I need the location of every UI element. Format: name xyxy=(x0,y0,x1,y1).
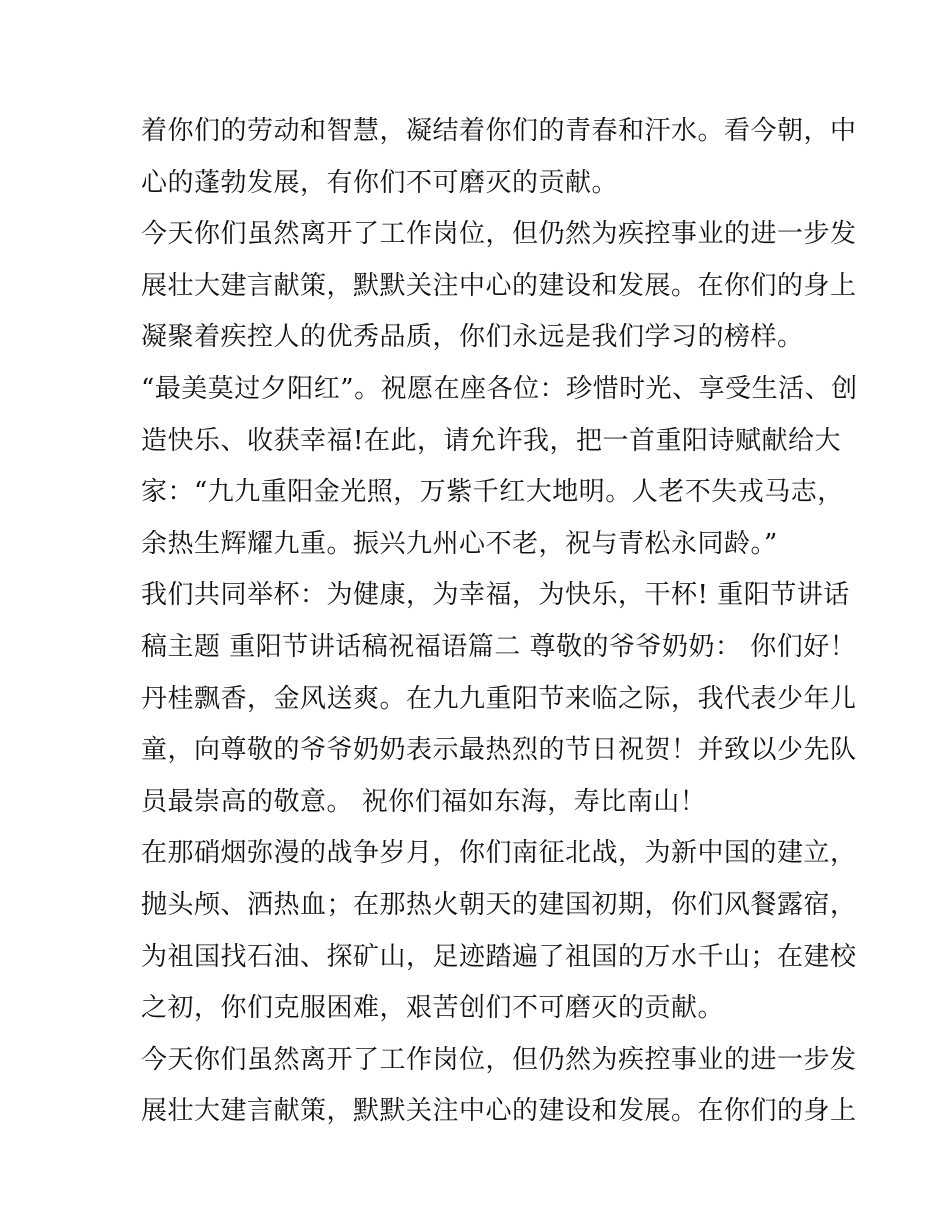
text-line: 着你们的劳动和智慧，凝结着你们的青春和汗水。看今朝，中 xyxy=(141,116,857,146)
text-line: 在那硝烟弥漫的战争岁月，你们南征北战，为新中国的建立， xyxy=(141,838,857,869)
text-line: 今天你们虽然离开了工作岗位，但仍然为疾控事业的进一步发 xyxy=(141,1044,857,1075)
text-line: 员最崇高的敬意。 祝你们福如东海，寿比南山！ xyxy=(141,786,707,817)
text-line: 为祖国找石油、探矿山，足迹踏遍了祖国的万水千山；在建校 xyxy=(141,941,857,972)
body-text xyxy=(141,106,858,1138)
text-line: 抛头颅、洒热血；在那热火朝天的建国初期，你们风餐露宿， xyxy=(141,889,857,920)
text-line: 丹桂飘香，金风送爽。在九九重阳节来临之际，我代表少年儿 xyxy=(141,683,857,714)
text-line: 余热生辉耀九重。振兴九州心不老，祝与青松永同龄。” xyxy=(141,528,778,559)
text-line: 我们共同举杯：为健康，为幸福，为快乐，干杯! 重阳节讲话 xyxy=(141,580,850,611)
text-line: 今天你们虽然离开了工作岗位，但仍然为疾控事业的进一步发 xyxy=(141,219,857,250)
text-line: 造快乐、收获幸福!在此，请允许我，把一首重阳诗赋献给大 xyxy=(141,425,841,456)
text-line: 童，向尊敬的爷爷奶奶表示最热烈的节日祝贺！并致以少先队 xyxy=(141,735,857,766)
text-line: 家：“九九重阳金光照，万紫千红大地明。人老不失戎马志， xyxy=(141,477,844,508)
text-line: 展壮大建言献策，默默关注中心的建设和发展。在你们的身上 xyxy=(141,1096,857,1127)
text-line: 之初，你们克服困难，艰苦创们不可磨灭的贡献。 xyxy=(141,993,725,1024)
text-line: 心的蓬勃发展，有你们不可磨灭的贡献。 xyxy=(141,167,619,198)
text-line: 稿主题 重阳节讲话稿祝福语篇二 尊敬的爷爷奶奶： 你们好！ xyxy=(141,631,857,662)
text-line: 展壮大建言献策，默默关注中心的建设和发展。在你们的身上 xyxy=(141,270,857,301)
text-line: 凝聚着疾控人的优秀品质，你们永远是我们学习的榜样。 xyxy=(141,322,804,353)
text-line: “最美莫过夕阳红”。祝愿在座各位：珍惜时光、享受生活、创 xyxy=(141,373,858,404)
